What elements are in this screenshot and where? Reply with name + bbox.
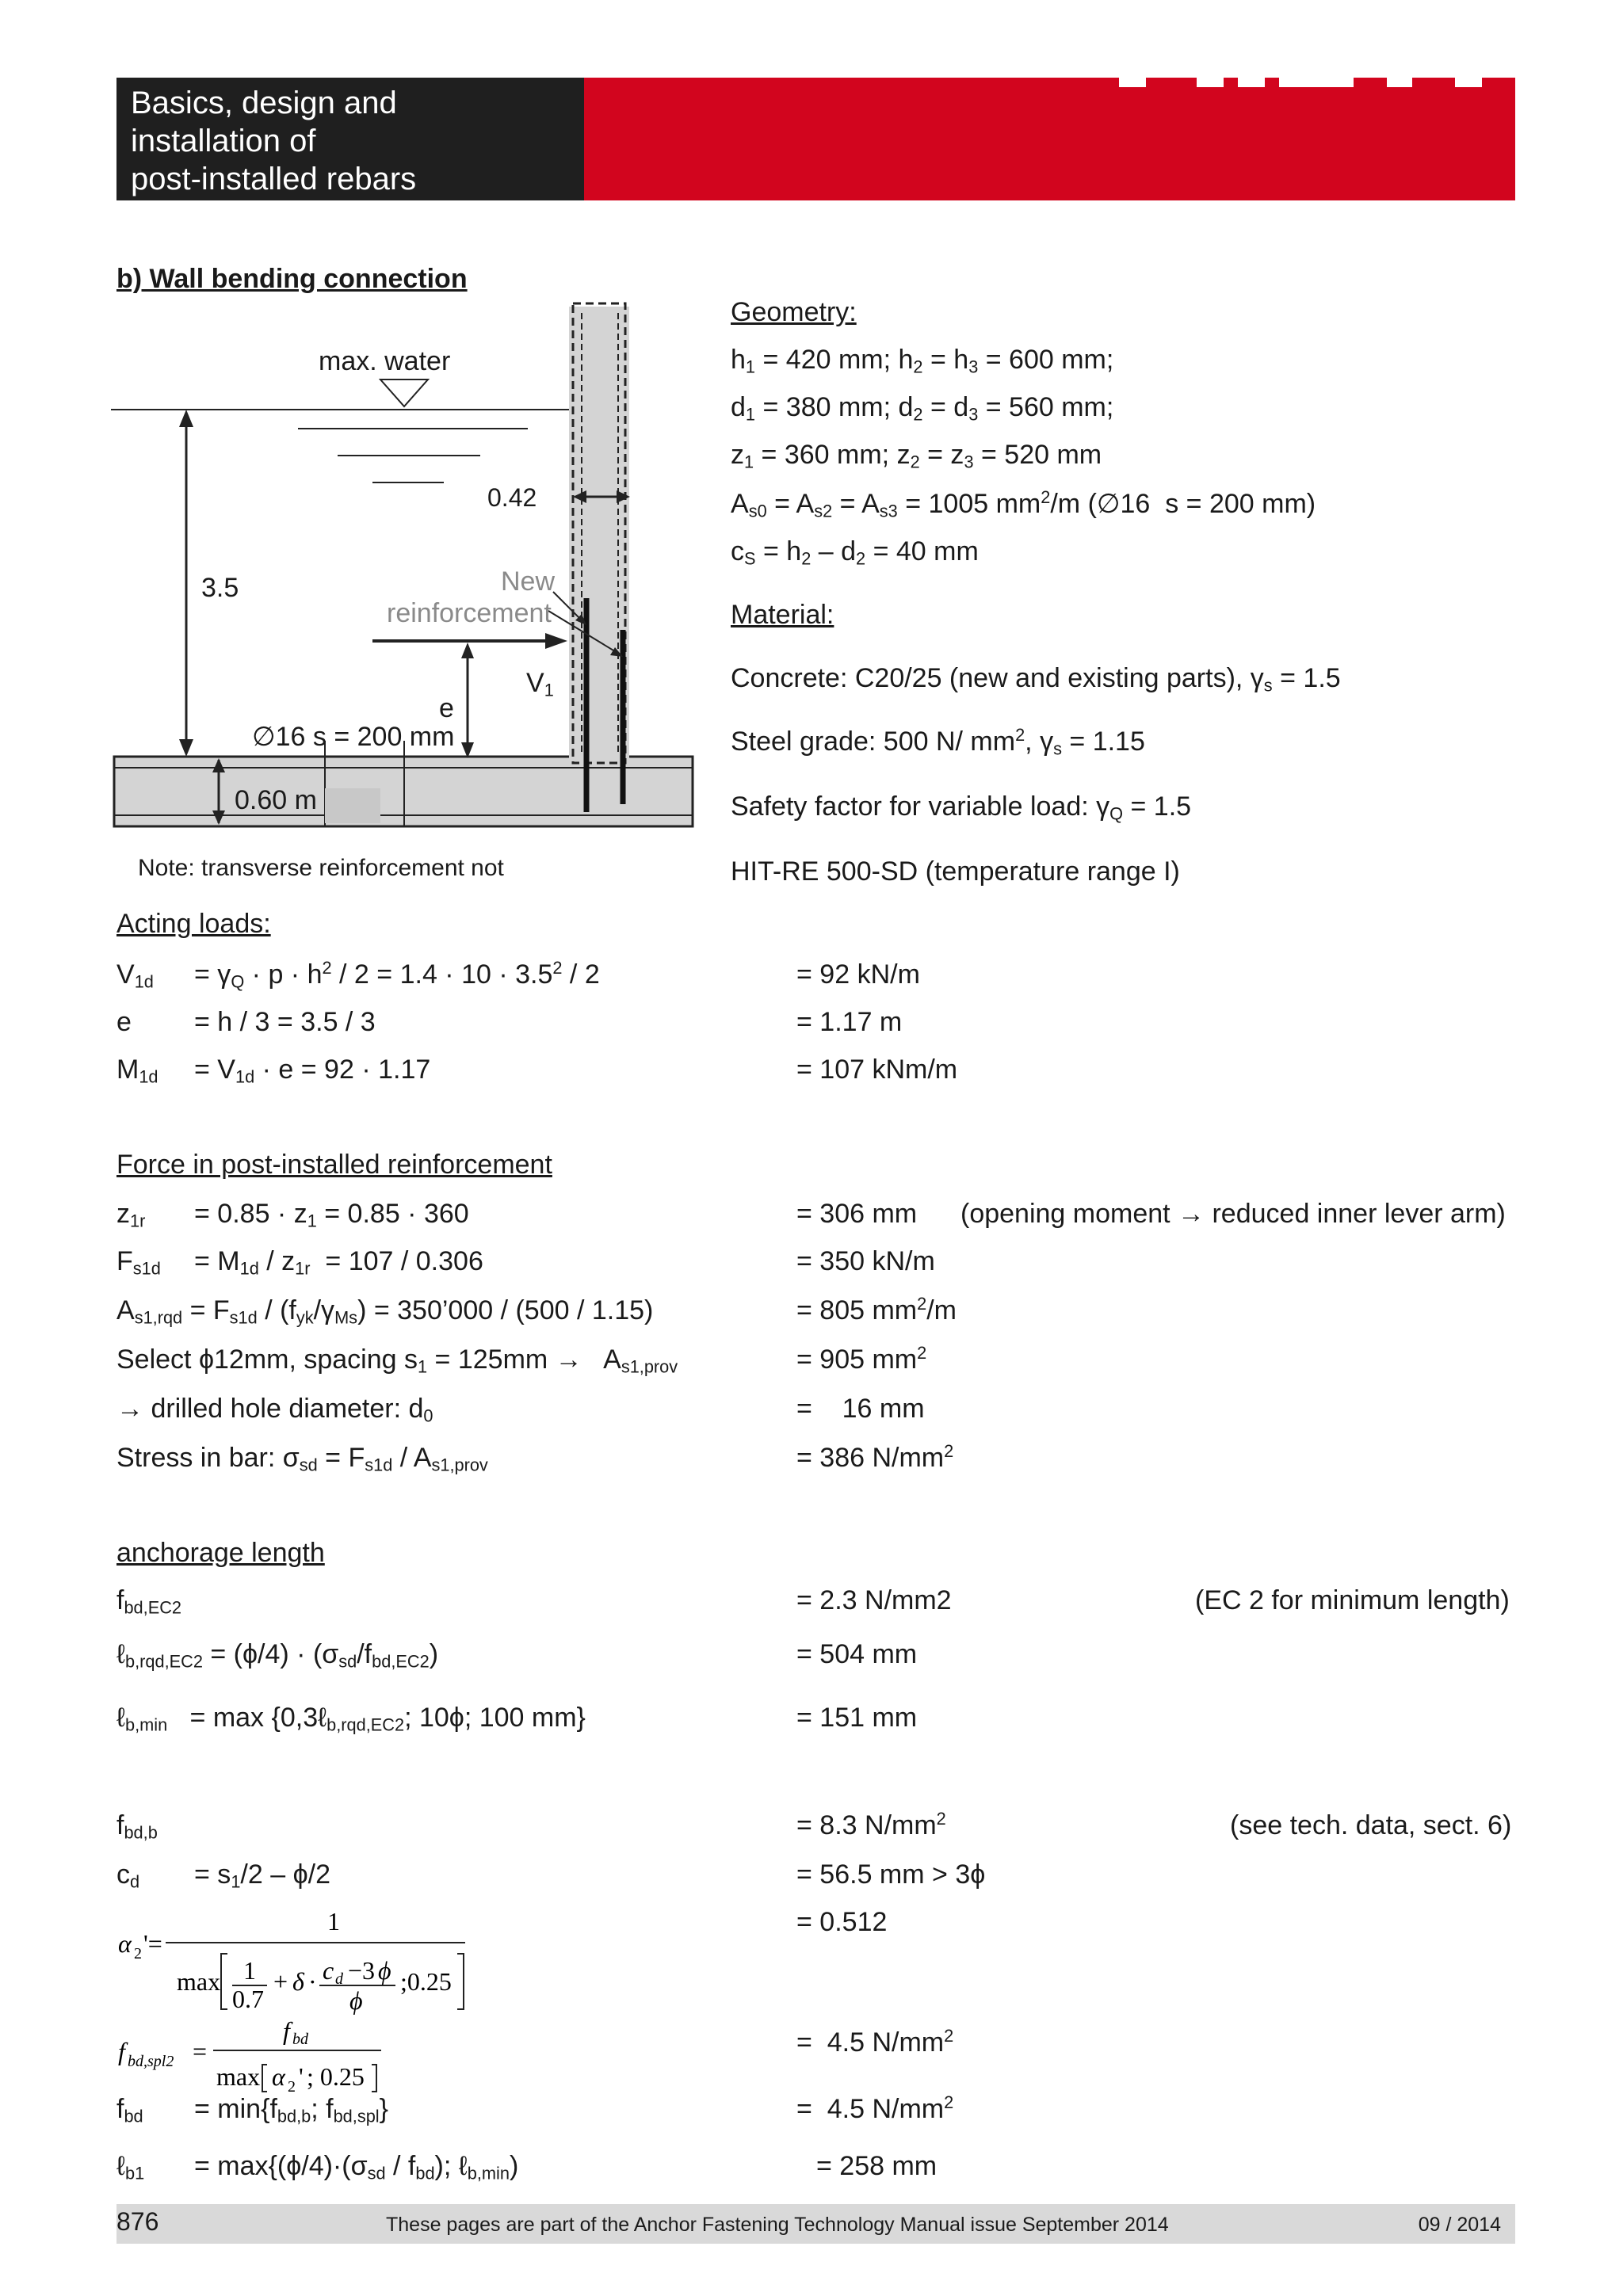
eccentricity-label: e (439, 693, 454, 723)
material-steel: Steel grade: 500 N/ $mm^2$, $\gamma_s = 1.15$ (731, 725, 1145, 759)
lb1-result: = 258 mm (816, 2151, 938, 2181)
cd-formula: = $s_1/2 - \phi/2$ (194, 1859, 330, 1892)
fbd-ec2-note: (EC 2 for minimum length) (1195, 1585, 1510, 1615)
acting-loads-heading: Acting loads: (116, 909, 271, 939)
page-footer (116, 2204, 1515, 2244)
new-reinforcement-label-2: reinforcement (387, 598, 552, 628)
z1r-result: = 306 mm (796, 1199, 918, 1229)
wall-thickness-label: 0.42 (487, 483, 537, 512)
e-result: = 1.17 m (796, 1007, 903, 1037)
svg-text:2: 2 (288, 2078, 296, 2096)
fbd-spl-result: = 4.5 $N/mm^2$ (796, 2026, 954, 2058)
svg-text:−3: −3 (348, 1956, 376, 1985)
fs1d-symbol: $F_{s1d}$ (116, 1246, 161, 1279)
lb1-symbol: ℓ$_{b1}$ (116, 2151, 145, 2183)
stress-result: = 386 $N/mm^2$ (796, 1441, 954, 1473)
m1d-result: = 107 kNm/m (796, 1055, 958, 1085)
force-label: $V_1$ (526, 668, 554, 700)
geometry-cs: $c_S = h_2 - d_2 = 40$ mm (731, 536, 979, 569)
geometry-as: $A_{s0} = A_{s2} = A_{s3} = 1005$ $mm^2/m$ (∅16 s = 200 mm) (731, 487, 1316, 521)
svg-text:δ: δ (292, 1967, 304, 1996)
footer-text: These pages are part of the Anchor Fastening Technology Manual issue September 2014 (386, 2214, 1169, 2236)
svg-text:f: f (283, 2016, 290, 2045)
material-product: HIT-RE 500-SD (temperature range I) (731, 856, 1180, 887)
svg-text:=: = (193, 2037, 208, 2065)
fbd-ec2-symbol: $f_{bd,EC2}$ (116, 1585, 181, 1618)
d0-result: = 16 mm (796, 1394, 925, 1424)
svg-text:max: max (177, 1967, 221, 1996)
svg-text:+: + (273, 1967, 288, 1996)
fs1d-formula: = $M_{1d} / z_{1r} = 107 / 0.306$ (194, 1246, 483, 1279)
max-water-label: max. water (319, 346, 451, 376)
fs1d-result: = 350 kN/m (796, 1246, 935, 1276)
lb1-formula: = $\max\{(\phi/4)\cdot(\sigma_{sd} / f_{bd})$; ℓ$_{b,min}$) (194, 2151, 519, 2183)
z1r-symbol: $z_{1r}$ (116, 1199, 146, 1231)
svg-text:ϕ: ϕ (349, 1986, 363, 2015)
section-title: b) Wall bending connection (116, 264, 468, 294)
fbd-ec2-result: = 2.3 N/mm2 (796, 1585, 952, 1615)
existing-bar-label: ∅16 s = 200 mm (252, 722, 455, 752)
alpha2-result: = 0.512 (796, 1907, 888, 1937)
svg-text:2: 2 (134, 1945, 142, 1962)
svg-text:1: 1 (327, 1907, 340, 1936)
force-heading: Force in post-installed reinforcement (116, 1150, 552, 1180)
v1d-result: = 92 kN/m (796, 959, 920, 990)
drill-diameter: → drilled hole diameter: $d_0$ (116, 1394, 433, 1426)
page-number: 876 (116, 2207, 159, 2236)
header-brand-block (584, 78, 1515, 200)
lb-min-result: = 151 mm (796, 1703, 918, 1733)
geometry-d: $d_1 = 380$ mm; $d_2 = d_3 = 560$ mm; (731, 392, 1114, 425)
hilti-logo (1119, 36, 1487, 87)
svg-text:f: f (118, 2037, 125, 2065)
material-heading: Material: (731, 600, 834, 630)
fbd-b-result: = 8.3 $N/mm^2$ (796, 1809, 946, 1840)
v1d-formula: = $\gamma_Q \cdot p \cdot h^2 / 2 = 1.4 \cdot 10 \cdot 3.5^2 / 2$ (194, 958, 600, 992)
material-safety: Safety factor for variable load: $\gamma_Q = 1.5$ (731, 791, 1192, 824)
svg-text:'=: '= (143, 1929, 162, 1958)
fbd-formula: = $\min\{f_{bd,b}$; $f_{bd,spl}$} (194, 2094, 388, 2126)
geometry-z: $z_1 = 360$ mm; $z_2 = z_3 = 520$ mm (731, 440, 1102, 472)
svg-text:d: d (335, 1970, 343, 1988)
as1-prov-result: = 905 $mm^2$ (796, 1343, 927, 1375)
svg-text:0.7: 0.7 (232, 1985, 264, 2013)
v1d-symbol: $V_{1d}$ (116, 959, 154, 992)
diagram-note: Note: transverse reinforcement not (138, 855, 504, 881)
header-title: Basics, design and installation of post-installed rebars (131, 86, 417, 196)
header-title-block (116, 78, 584, 200)
material-concrete: Concrete: C20/25 (new and existing parts), $\gamma_s = 1.5$ (731, 663, 1341, 696)
svg-text:bd,spl2: bd,spl2 (128, 2053, 174, 2070)
fbd-spl-formula (116, 2012, 402, 2100)
z1r-note: (opening moment → reduced inner lever arm) (960, 1199, 1506, 1229)
fbd-symbol: $f_{bd}$ (116, 2094, 143, 2126)
stress-in-bar: Stress in bar: $\sigma_{sd} = F_{s1d} / A_{s1,prov}$ (116, 1443, 488, 1475)
as1-rqd-result: = 805 $mm^2/m$ (796, 1294, 957, 1325)
svg-text:α: α (118, 1929, 132, 1958)
fbd-b-note: (see tech. data, sect. 6) (1230, 1810, 1512, 1840)
svg-text:bd: bd (292, 2031, 308, 2048)
wall-height-label: 3.5 (201, 573, 239, 603)
svg-text:max: max (216, 2062, 261, 2091)
svg-text:;0.25: ;0.25 (400, 1967, 452, 1996)
svg-text:': ' (299, 2062, 304, 2091)
lb-min-formula: ℓ$_{b,min}$ = max {0,3ℓ$_{b,rqd,EC2}$; 10ϕ; 100 mm} (116, 1703, 586, 1735)
as1-rqd-formula: $A_{s1,rqd} = F_{s1d} / (f_{yk}/\gamma_{Ms})$ = 350’000 / (500 / 1.15) (116, 1295, 654, 1328)
e-symbol: e (116, 1007, 132, 1037)
m1d-formula: = $V_{1d} \cdot e = 92 \cdot 1.17$ (194, 1055, 431, 1087)
fbd-result: = 4.5 $N/mm^2$ (796, 2092, 954, 2124)
svg-text:c: c (323, 1956, 334, 1985)
m1d-symbol: $M_{1d}$ (116, 1055, 158, 1087)
geometry-heading: Geometry: (731, 297, 857, 327)
lb-rqd-result: = 504 mm (796, 1639, 918, 1669)
e-formula: = h / 3 = 3.5 / 3 (194, 1007, 376, 1037)
anchorage-heading: anchorage length (116, 1538, 325, 1568)
fbd-b-symbol: $f_{bd,b}$ (116, 1810, 158, 1843)
footer-date: 09 / 2014 (1418, 2214, 1501, 2236)
svg-text:1: 1 (243, 1956, 256, 1985)
cd-symbol: $c_d$ (116, 1859, 140, 1892)
slab-thickness-label: 0.60 m (235, 785, 317, 815)
select-bar: Select ϕ12mm, spacing $s_1 = 125mm \to A_{s1,prov}$ (116, 1344, 678, 1377)
svg-text:α: α (272, 2062, 285, 2091)
lb-rqd-formula: ℓ$_{b,rqd,EC2}$ = $(\phi/4) \cdot (\sigma_{sd}/f_{bd,EC2})$ (116, 1639, 439, 1672)
alpha2-formula (116, 1901, 481, 2020)
svg-text:; 0.25: ; 0.25 (307, 2062, 365, 2091)
geometry-h: $h_1 = 420$ mm; $h_2 = h_3 = 600$ mm; (731, 345, 1114, 377)
svg-text:ϕ: ϕ (378, 1956, 391, 1985)
page-header (116, 78, 1515, 200)
cd-result: = 56.5 mm > 3ϕ (796, 1859, 986, 1890)
new-reinforcement-label-1: New (501, 566, 556, 597)
svg-text:·: · (308, 1967, 317, 1996)
z1r-formula: = $0.85 \cdot z_1 = 0.85 \cdot 360$ (194, 1199, 469, 1231)
